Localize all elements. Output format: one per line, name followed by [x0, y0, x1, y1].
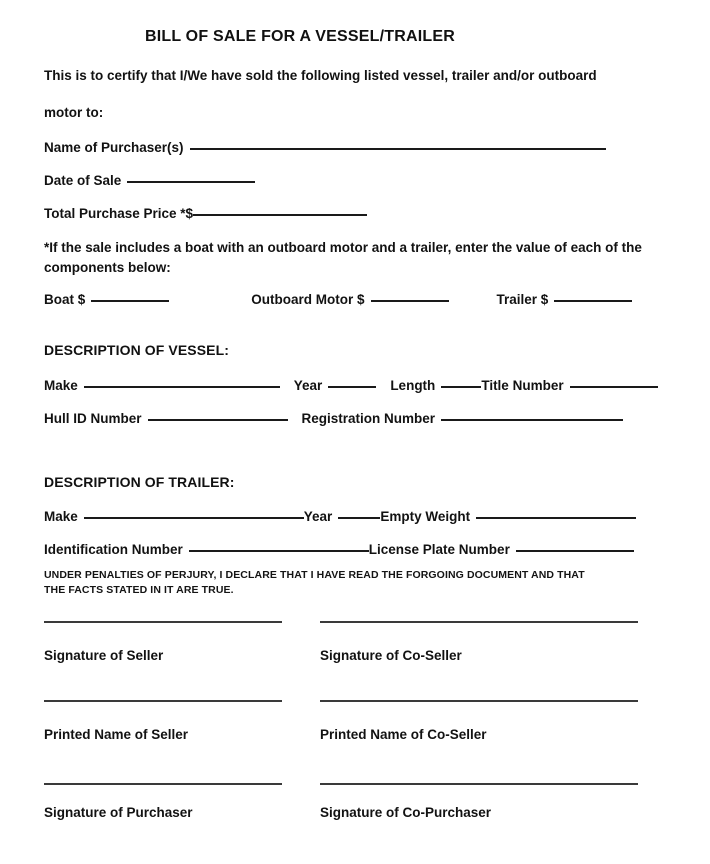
trailer-section-heading: DESCRIPTION OF TRAILER:: [44, 474, 235, 490]
allocation-note: *If the sale includes a boat with an outboard motor and a trailer, enter the value of each of the components below:: [44, 240, 642, 275]
trailer-identification-row: [44, 540, 634, 560]
trailer-value-label: Trailer $: [496, 292, 549, 307]
boat-value-label: Boat $: [44, 292, 86, 307]
vessel-make-field[interactable]: [84, 386, 280, 388]
license-plate-field[interactable]: [516, 550, 634, 552]
co-seller-signature-line[interactable]: [320, 621, 638, 623]
outboard-value-field[interactable]: [371, 300, 449, 302]
vessel-year-field[interactable]: [328, 386, 376, 388]
vessel-make-label: Make: [44, 378, 78, 393]
total-price-row: [44, 204, 367, 224]
vessel-hull-row: [44, 409, 623, 429]
purchaser-signature-label: Signature of Purchaser: [44, 805, 193, 820]
purchaser-signature-line[interactable]: [44, 783, 282, 785]
identification-number-label: Identification Number: [44, 542, 183, 557]
co-purchaser-signature-label: Signature of Co-Purchaser: [320, 805, 492, 820]
seller-signature-line[interactable]: [44, 621, 282, 623]
vessel-length-field[interactable]: [441, 386, 481, 388]
boat-value-field[interactable]: [91, 300, 169, 302]
registration-number-field[interactable]: [441, 419, 623, 421]
purchaser-name-label: Name of Purchaser(s): [44, 140, 184, 155]
outboard-value-label: Outboard Motor $: [251, 292, 365, 307]
intro-line-2: motor to:: [44, 105, 104, 120]
trailer-make-row: [44, 507, 636, 527]
empty-weight-label: Empty Weight: [380, 509, 471, 524]
trailer-value-field[interactable]: [554, 300, 632, 302]
hull-id-field[interactable]: [148, 419, 288, 421]
co-seller-printed-name-line[interactable]: [320, 700, 638, 702]
trailer-make-field[interactable]: [84, 517, 304, 519]
vessel-year-label: Year: [293, 378, 323, 393]
purchaser-name-row: [44, 138, 606, 158]
date-of-sale-label: Date of Sale: [44, 173, 122, 188]
total-price-field[interactable]: [193, 214, 367, 216]
seller-printed-name-label: Printed Name of Seller: [44, 727, 189, 742]
allocation-values-row: [44, 290, 632, 310]
vessel-title-number-field[interactable]: [570, 386, 658, 388]
registration-number-label: Registration Number: [301, 411, 436, 426]
vessel-length-label: Length: [390, 378, 436, 393]
trailer-year-field[interactable]: [338, 517, 380, 519]
co-seller-printed-name-label: Printed Name of Co-Seller: [320, 727, 487, 742]
vessel-section-heading: DESCRIPTION OF VESSEL:: [44, 342, 229, 358]
total-price-label: Total Purchase Price *$: [44, 206, 194, 221]
date-of-sale-field[interactable]: [127, 181, 255, 183]
perjury-statement: UNDER PENALTIES OF PERJURY, I DECLARE THAT I HAVE READ THE FORGOING DOCUMENT AND THAT THE FACTS STATED IN IT ARE TRUE.: [44, 569, 585, 597]
page-title: BILL OF SALE FOR A VESSEL/TRAILER: [144, 28, 456, 45]
co-purchaser-signature-line[interactable]: [320, 783, 638, 785]
purchaser-name-field[interactable]: [190, 148, 606, 150]
date-of-sale-row: [44, 171, 255, 191]
co-seller-signature-label: Signature of Co-Seller: [320, 648, 462, 663]
intro-line-1: This is to certify that I/We have sold the following listed vessel, trailer and/or outboard: [44, 68, 597, 83]
trailer-make-label: Make: [44, 509, 78, 524]
empty-weight-field[interactable]: [476, 517, 636, 519]
vessel-make-row: [44, 376, 658, 396]
vessel-title-number-label: Title Number: [481, 378, 564, 393]
seller-signature-label: Signature of Seller: [44, 648, 164, 663]
license-plate-label: License Plate Number: [368, 542, 510, 557]
trailer-year-label: Year: [303, 509, 333, 524]
seller-printed-name-line[interactable]: [44, 700, 282, 702]
hull-id-label: Hull ID Number: [44, 411, 142, 426]
identification-number-field[interactable]: [189, 550, 369, 552]
